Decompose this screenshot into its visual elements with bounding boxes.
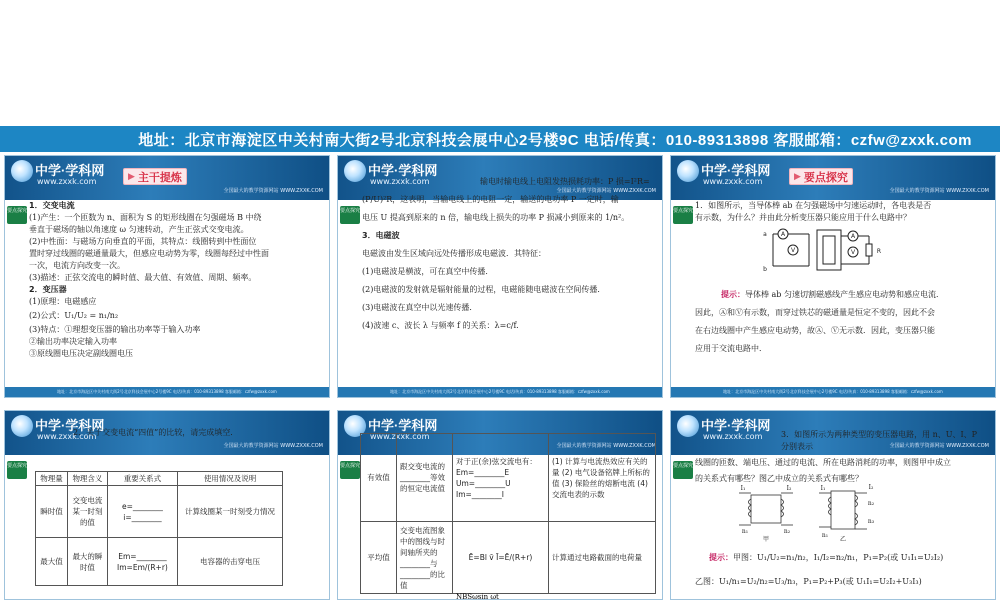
slide-5[interactable] <box>337 410 663 600</box>
text-line: (3)特点：①理想变压器的输出功率等于输入功率 <box>29 325 201 334</box>
section-badge: ▶ 主干提炼 <box>123 168 187 185</box>
slide-body <box>695 200 987 224</box>
text-line: ③原线圈电压决定副线圈电压 <box>29 349 133 358</box>
logo-icon <box>677 160 699 182</box>
current-label: I₁ <box>740 485 746 492</box>
logo-title: 中学·学科网 <box>35 418 105 433</box>
table-cell: (1) 计算与电流热效应有关的量 (2) 电气设备铭牌上所标的值 (3) 保险丝的熔断电流 (4) 交流电表的示数 <box>549 434 656 522</box>
text-line: 的关系式有哪些？图乙中成立的关系式有哪些？ <box>695 474 863 483</box>
text-line: (2)中性面：与磁场方向垂直的平面，其特点：线圈转到中性面位 <box>29 237 257 246</box>
text-line: 输电时输电线上电阻发热损耗功率：P 损=I²R= <box>480 177 650 186</box>
current-label: I₂ <box>786 485 792 492</box>
table-row <box>36 538 283 586</box>
logo-url: www.zxxk.com <box>370 177 430 186</box>
text-line: 3．如图所示为两种类型的变压器电路，用 n、U、I、P 分别表示 <box>781 430 978 451</box>
text-line: 2．关于交变电流“四值”的比较，请完成填空． <box>73 428 239 437</box>
hint-label: 提示： <box>721 289 745 299</box>
site-slogan: 全国最大的教学资源网站 WWW.ZXXK.COM <box>889 443 989 449</box>
table-row <box>361 522 656 594</box>
logo-url: www.zxxk.com <box>37 177 97 186</box>
slide-body <box>362 176 654 332</box>
text-line: 电磁波由发生区域向远处传播形成电磁波．其特征： <box>362 249 546 258</box>
arrow-icon: ▶ <box>794 171 801 182</box>
text-line: (1)原理：电磁感应 <box>29 297 97 306</box>
figure-label-jia: 甲 <box>762 536 770 543</box>
logo-title: 中学·学科网 <box>701 163 771 178</box>
transformer-diagrams <box>731 481 881 543</box>
table-cell: 跟交变电流的________等效的恒定电流值 <box>397 434 453 522</box>
logo-title: 中学·学科网 <box>701 418 771 433</box>
turns-label: n₃ <box>867 518 875 525</box>
voltmeter-label: V <box>790 247 796 254</box>
table-cell: Ē=Bl v̄ Ī=Ē/(R+r) <box>453 522 549 594</box>
side-label: 要点探究 <box>340 461 360 479</box>
logo-icon <box>11 160 33 182</box>
slide-intro <box>29 427 321 439</box>
logo-url: www.zxxk.com <box>703 432 763 441</box>
table-header-cell: 物理含义 <box>67 472 107 486</box>
slide-2[interactable] <box>337 155 663 398</box>
ammeter-label: A <box>780 231 786 238</box>
text-line: 1．交变电流 <box>29 201 75 210</box>
table-cell: 最大的瞬时值 <box>67 538 107 586</box>
text-line: (2)电磁波的发射就是辐射能量的过程，电磁能随电磁波在空间传播． <box>362 285 606 294</box>
text-line: 置时穿过线圈的磁通量最大，但感应电动势为零，线圈每经过中性面 <box>29 249 269 258</box>
text-line: (3)电磁波在真空中以光速传播． <box>362 303 478 312</box>
table-cell: 对于正(余)弦交流电有：Em=________E Um=________U Im=________I <box>453 434 549 522</box>
slide-footer: 地址：北京市海淀区中关村南大街2号北京科技会展中心2号楼9C 电话/传真：010-89313898 客服邮箱：czfw@zxxk.com <box>5 387 329 397</box>
hint-block <box>695 551 987 588</box>
slide-3[interactable] <box>670 155 996 398</box>
turns-label: n₂ <box>783 528 791 535</box>
text-line: (3)描述：正弦交流电的瞬时值、最大值、有效值、周期、频率。 <box>29 273 257 282</box>
text-line: 导体棒 ab 匀速切割磁感线产生感应电动势和感应电流． <box>745 290 944 299</box>
site-slogan: 全国最大的教学资源网站 WWW.ZXXK.COM <box>556 188 656 194</box>
text-line: 甲图：U₁/U₂=n₁/n₂，I₁/I₂=n₂/n₁，P₁=P₂(或 U₁I₁=U₂I₂) <box>733 553 944 562</box>
turns-label: n₁ <box>821 532 829 539</box>
turns-label: n₁ <box>741 528 749 535</box>
slide-6[interactable] <box>670 410 996 600</box>
text-line: 3．电磁波 <box>362 231 400 240</box>
table-cell: 电容器的击穿电压 <box>177 538 282 586</box>
resistor-label: R <box>876 248 882 255</box>
text-line: (1)产生：一个匝数为 n、面积为 S 的矩形线圈在匀强磁场 B 中绕 <box>29 213 262 222</box>
hint-block <box>695 288 987 355</box>
slide-1[interactable] <box>4 155 330 398</box>
arrow-icon: ▶ <box>128 171 135 182</box>
terminal-b-label: b <box>763 266 767 273</box>
table-cell: Em=________ Im=Em/(R+r) <box>107 538 177 586</box>
table-cell: 有效值 <box>361 434 397 522</box>
side-label: 要点探究 <box>673 206 693 224</box>
slide-body <box>29 200 321 360</box>
transformer-circuit-diagram <box>759 226 889 276</box>
logo-url: www.zxxk.com <box>37 432 97 441</box>
text-line: 一次，电流方向改变一次。 <box>29 261 125 270</box>
table-cell: 瞬时值 <box>36 486 68 538</box>
turns-label: n₂ <box>867 500 875 507</box>
logo-title: 中学·学科网 <box>368 163 438 178</box>
side-label: 要点探究 <box>7 206 27 224</box>
side-label: 要点探究 <box>673 461 693 479</box>
slide-4[interactable] <box>4 410 330 600</box>
table-cell: 计算线圈某一时刻受力情况 <box>177 486 282 538</box>
table-row <box>36 486 283 538</box>
text-line: 因此，Ⓐ和Ⓥ有示数，而穿过铁芯的磁通量是恒定不变的，因此不会 <box>695 308 935 317</box>
text-line: 垂直于磁场的轴以角速度 ω 匀速转动，产生正弦式交变电流。 <box>29 225 249 234</box>
logo-title: 中学·学科网 <box>35 163 105 178</box>
site-slogan: 全国最大的教学资源网站 WWW.ZXXK.COM <box>889 188 989 194</box>
text-line: 2．变压器 <box>29 285 67 294</box>
text-line: (P/U)²R，这表明，当输电线上的电阻一定，输送的电功率 P 一定时，输 <box>362 195 619 204</box>
table-header-cell: 物理量 <box>36 472 68 486</box>
hint-label: 提示： <box>709 552 733 562</box>
text-line: ②输出功率决定输入功率 <box>29 337 117 346</box>
text-line: (1)电磁波是横波，可在真空中传播． <box>362 267 494 276</box>
table-header-row <box>36 472 283 486</box>
current-label: I₁ <box>820 485 826 492</box>
text-line: 应用于交流电路中． <box>695 344 767 353</box>
formula-fragment: NBSωsin ωt <box>456 593 499 600</box>
address-banner: 地址：北京市海淀区中关村南大街2号北京科技会展中心2号楼9C 电话/传真：010-89313898 客服邮箱：czfw@zxxk.com <box>0 126 1000 152</box>
terminal-a-label: a <box>763 231 767 238</box>
logo-url: www.zxxk.com <box>703 177 763 186</box>
ammeter-label: A <box>850 233 856 240</box>
text-line: 1．如图所示，当导体棒 ab 在匀强磁场中匀速运动时，各电表是否 <box>695 201 932 210</box>
table-cell: 交变电流图象中的图线与时间轴所夹的________与________的比值 <box>397 522 453 594</box>
slide-body <box>695 429 987 485</box>
table-cell: 交变电流某一时刻的值 <box>67 486 107 538</box>
site-slogan: 全国最大的教学资源网站 WWW.ZXXK.COM <box>223 188 323 194</box>
site-slogan: 全国最大的教学资源网站 WWW.ZXXK.COM <box>223 443 323 449</box>
text-line: 有示数，为什么？并由此分析变压器只能应用于什么电路中？ <box>695 213 911 222</box>
site-slogan: 全国最大的教学资源网站 WWW.ZXXK.COM <box>556 443 656 449</box>
side-label: 要点探究 <box>7 461 27 479</box>
four-values-table-continued <box>360 433 656 594</box>
text-line: 电压 U 提高到原来的 n 倍，输电线上损失的功率 P 损减小到原来的 1/n²。 <box>362 213 630 222</box>
logo-title: 中学·学科网 <box>368 418 438 433</box>
table-cell: e=________ i=________ <box>107 486 177 538</box>
figure-label-yi: 乙 <box>839 536 847 543</box>
slide-footer: 地址：北京市海淀区中关村南大街2号北京科技会展中心2号楼9C 电话/传真：010-89313898 客服邮箱：czfw@zxxk.com <box>671 387 995 397</box>
text-line: 乙图：U₁/n₁=U₂/n₂=U₃/n₃，P₁=P₂+P₃(或 U₁I₁=U₂I₂+U₃I₃) <box>695 577 922 586</box>
text-line: 在右边线圈中产生感应电动势，故Ⓐ、Ⓥ无示数．因此，变压器只能 <box>695 326 935 335</box>
text-line: (2)公式：U₁/U₂ = n₁/n₂ <box>29 311 119 320</box>
table-cell: 计算通过电路截面的电荷量 <box>549 522 656 594</box>
logo-url: www.zxxk.com <box>370 432 430 441</box>
text-line: (4)波速 c、波长 λ 与频率 f 的关系：λ=c/f. <box>362 321 519 330</box>
current-label: I₂ <box>868 484 874 491</box>
table-header-cell: 使用情况及说明 <box>177 472 282 486</box>
table-cell: 最大值 <box>36 538 68 586</box>
table-header-cell: 重要关系式 <box>107 472 177 486</box>
table-cell: 平均值 <box>361 522 397 594</box>
four-values-table <box>35 471 283 586</box>
section-badge: ▶ 要点探究 <box>789 168 853 185</box>
voltmeter-label: V <box>850 249 856 256</box>
slide-footer: 地址：北京市海淀区中关村南大街2号北京科技会展中心2号楼9C 电话/传真：010-89313898 客服邮箱：czfw@zxxk.com <box>338 387 662 397</box>
table-row <box>361 434 656 522</box>
text-line: 线圈的匝数、端电压、通过的电流、所在电路消耗的功率，则图甲中成立 <box>695 458 951 467</box>
side-label: 要点探究 <box>340 206 360 224</box>
